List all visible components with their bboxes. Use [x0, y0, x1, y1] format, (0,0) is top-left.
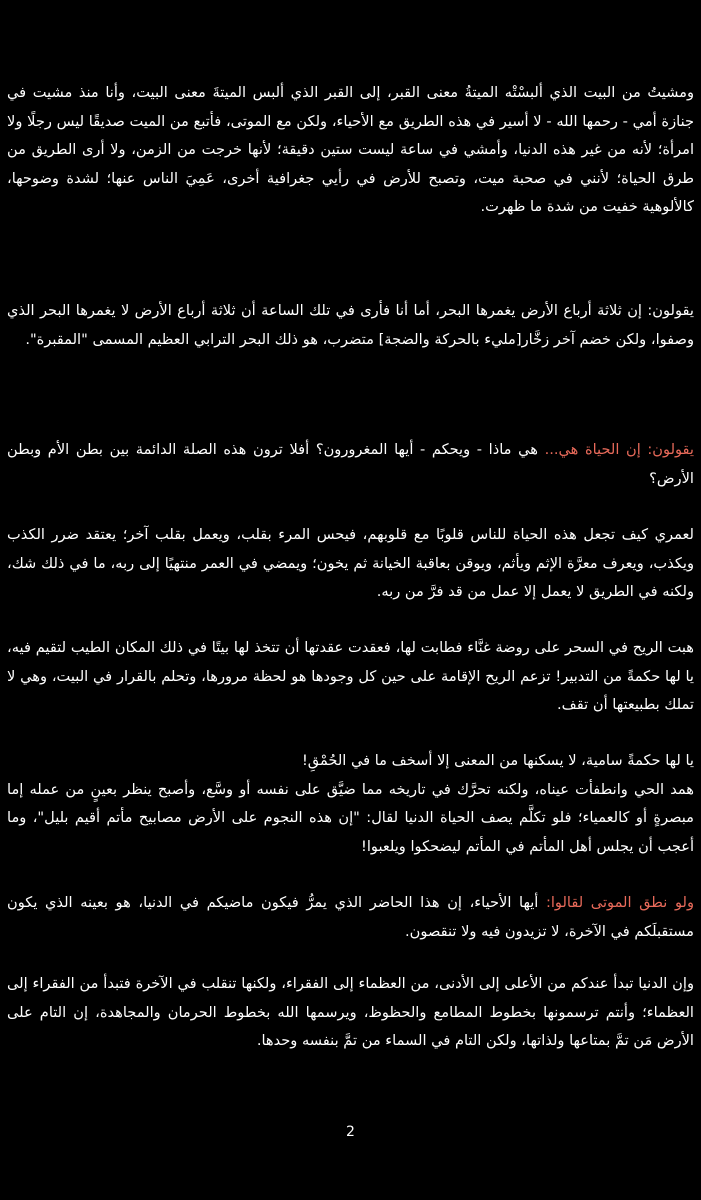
- paragraph-text: ومشيتُ من البيت الذي ألبسْتْه الميتةُ معنى القبر، إلى القبر الذي ألبس الميتةَ معنى البيت، وأنا منذ مشيت في جنازة أمي - رحمها الله - لا أسير في هذه الطريق مع الأحياء، ولكن مع الموتى، فأتبع من الميت صديقًا ليس رجلًا ولا امرأة؛ لأنه من غير هذه الدنيا، وأمشي في ساعة ليست ستين دقيقة؛ لأنها خرجت من الزمن، ولا أرى الطريق من طرق الحياة؛ لأنني في صحبة ميت، وتصبح للأرض في رأيي جغرافية أخرى، عَمِيَ الناس عنها؛ لشدة وضوحها، كالألوهية خفيت من شدة ما ظهرت.: [7, 84, 694, 216]
- paragraph-text: أيها الأحياء، إن هذا الحاضر الذي يمرُّ فيكون ماضيكم في الدنيا، هو بعينه الذي يكون مستقبلَكم في الآخرة، لا تزيدون فيه ولا تنقصون.: [7, 894, 694, 940]
- page-number: 2: [346, 1124, 355, 1140]
- paragraph-if-dead-spoke: [7, 889, 694, 946]
- paragraph-world-reversed: [7, 970, 694, 1056]
- paragraph-wind-at-dawn: [7, 634, 694, 720]
- paragraph-three-quarters-earth: [7, 297, 694, 354]
- paragraph-walking-to-grave: [7, 79, 694, 222]
- paragraph-life-is: [7, 436, 694, 493]
- paragraph-text: يقولون: إن ثلاثة أرباع الأرض يغمرها البحر، أما أنا فأرى في تلك الساعة أن ثلاثة أرباع الأرض لا يغمرها البحر الذي وصفوا، ولكن خضم آخر زخَّار[مليء بالحركة والضجة] متضرب، هو ذلك البحر الترابي العظيم المسمى "المقبرة".: [7, 302, 694, 348]
- paragraph-sublime-wisdom: [7, 747, 694, 861]
- paragraph-two-hearts: [7, 521, 694, 607]
- paragraph-text: هي ماذا - ويحكم - أيها المغرورون؟ أفلا ترون هذه الصلة الدائمة بين بطن الأم وبطن الأرض؟: [7, 441, 694, 487]
- document-page: [7, 0, 694, 1200]
- paragraph-text: لعمري كيف تجعل هذه الحياة للناس قلوبًا مع قلوبهم، فيحس المرء بقلب، ويعمل بقلب آخر؛ يعتقد ضرر الكذب ويكذب، ويعرف معرَّة الإثم ويأثم، ويوقن بعاقبة الخيانة ثم يخون؛ ويمضي في العمر منتهيًا إلى ربه، ما في ذلك شك، ولكنه في الطريق لا يعمل إلا عمل من قد فرَّ من ربه.: [7, 526, 694, 601]
- highlighted-lead: ولو نطق الموتى لقالوا:: [545, 894, 694, 911]
- paragraph-text: يا لها حكمةً سامية، لا يسكنها من المعنى إلا أسخف ما في الحُمْقِ! همد الحي وانطفأت عيناه، ولكنه تحرَّك في تاريخه مما ضيَّق على نفسه أو وسَّع، وأصبح ينظر بعينٍ من عمله إما مبصرةٍ أو كالعمياء؛ فلو تكلَّم يصف الحياة الدنيا لقال: "إن هذه النجوم على الأرض مصابيح مأتم أقيم بليل"، وما أعجب أن يجلس أهل المأتم في المأتم ليضحكوا ويلعبوا!: [7, 752, 694, 855]
- highlighted-lead: يقولون: إن الحياة هي...: [544, 441, 694, 458]
- paragraph-text: وإن الدنيا تبدأ عندكم من الأعلى إلى الأدنى، من العظماء إلى الفقراء، ولكنها تنقلب في الآخرة فتبدأ من الفقراء إلى العظماء؛ وأنتم ترسمونها بخطوط المطامع والحظوظ، ويرسمها الله بخطوط الحرمان والمجاهدة، إن التام على الأرض مَن تمَّ بمتاعها ولذاتها، ولكن التام في السماء من تمَّ بنفسه وحدها.: [7, 975, 694, 1050]
- paragraph-text: هبت الريح في السحر على روضة غنَّاء فطابت لها، فعقدت عقدتها أن تتخذ لها بيتًا في ذلك المكان الطيب لتقيم فيه، يا لها حكمةً من التدبير! تزعم الريح الإقامة على حين كل وجودها هو لحظة مرورها، وتحلم بالقرار في البيت، وهي لا تملك بطبيعتها أن تقف.: [7, 639, 694, 714]
